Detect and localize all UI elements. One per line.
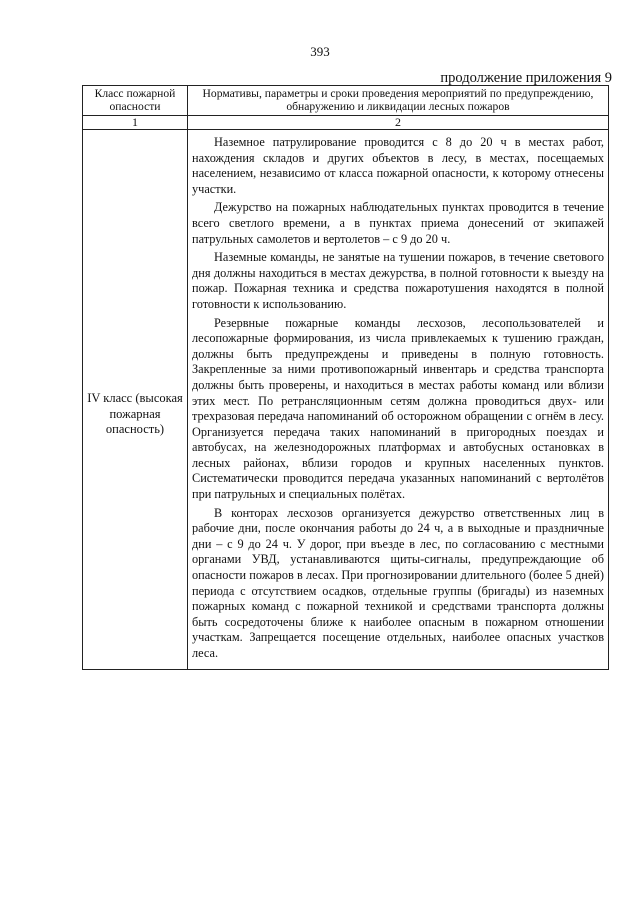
measures-paragraph: В конторах лесхозов организуется дежурство ответственных лиц в рабочие дни, после окончания работы до 24 ч, а в выходные и праздничные дни – с 9 до 24 ч. У дорог, при въезде в лес, по согласованию с местными органами УВД, устанавливаются щиты-сигналы, предупреждающие об опасности пожаров в лесах. При прогнозировании длительного (более 5 дней) периода с отсутствием осадков, отдельные группы (бригады) из наземных пожарных команд с пожарной техникой и средствами транспорта должны быть сосредоточены ближе к наиболее опасным в пожарном отношении участкам. Запрещается посещение отдельных, наиболее опасных участков леса. [192,505,604,660]
table-header-row [83,86,609,116]
measures-paragraph: Резервные пожарные команды лесхозов, лесопользователей и лесопожарные формирования, из числа привлекаемых к тушению граждан, должны быть предупреждены и приведены в полную готовность. Закрепленные за ними противопожарный инвентарь и средства транспорта должны быть проверены, и находиться в местах работы команд или вблизи этих мест. По ретрансляционным сетям должна проводиться двух- или трехразовая передача напоминаний об осторожном обращении с огнём в лесу. Организуется передача таких напоминаний в пригородных поездах и автобусах, на железнодорожных платформах и автобусных остановках в лесных районах, вблизи городов и крупных населенных пунктов. Систематически проводится передача указанных напоминаний с вертолётов при патрульных и специальных полётах. [192,315,604,502]
table-numbering-row [83,116,609,130]
fire-measures-table [82,85,609,670]
fire-class-cell [83,130,188,670]
measures-cell [188,130,609,670]
header-measures: Нормативы, параметры и сроки проведения мероприятий по предупреждению, обнаружению и ликвидации лесных пожаров [188,86,609,116]
measures-paragraph: Наземные команды, не занятые на тушении пожаров, в течение светового дня должны находиться в местах дежурства, в полной готовности к выезду на пожар. Пожарная техника и средства пожаротушения находятся в полной готовности к использованию. [192,250,604,311]
page-number: 393 [310,44,330,59]
measures-paragraph: Наземное патрулирование проводится с 8 до 20 ч в местах работ, нахождения складов и других объектов в лесу, в местах, посещаемых населением, независимо от класса пожарной опасности, к которому отнесены участки. [192,135,604,196]
continuation-title: продолжение приложения 9 [440,70,612,86]
measures-paragraph: Дежурство на пожарных наблюдательных пунктах проводится в течение всего светлого времени, а в пунктах приема донесений от экипажей патрульных самолетов и вертолетов – с 9 до 20 ч. [192,200,604,246]
table-row [83,130,609,670]
fire-class-label: IV класс (высокая пожарная опасность) [87,391,183,437]
column-number-1: 1 [83,116,188,130]
column-number-2: 2 [188,116,609,130]
header-fire-class: Класс пожарной опасности [83,86,188,116]
